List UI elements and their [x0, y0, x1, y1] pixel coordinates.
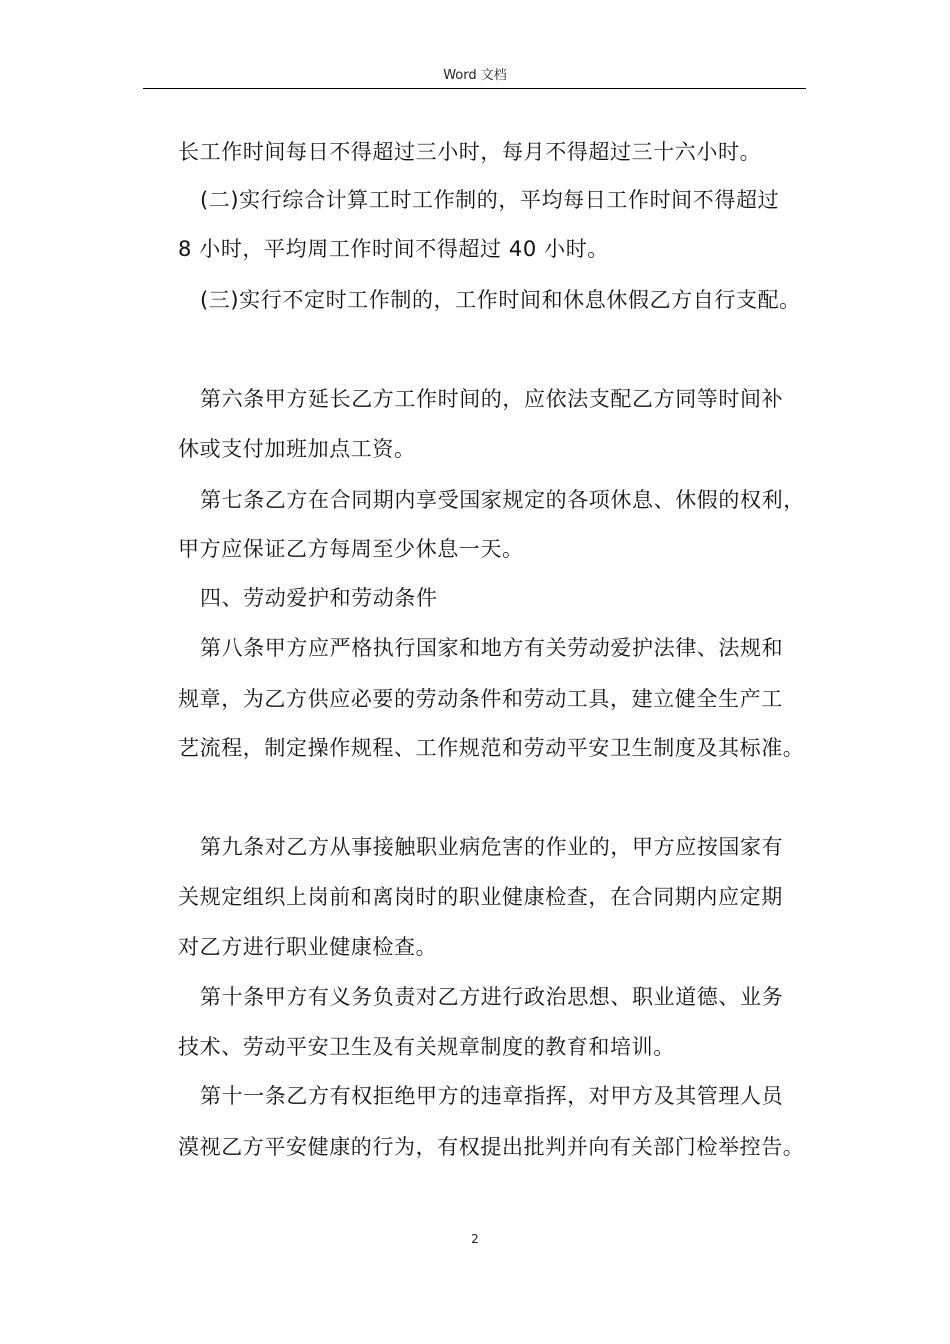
body-line: 第九条对乙方从事接触职业病危害的作业的，甲方应按国家有 [200, 835, 784, 859]
body-line: 技术、劳动平安卫生及有关规章制度的教育和培训。 [178, 1035, 675, 1059]
body-line: 第十条甲方有义务负责对乙方进行政治思想、职业道德、业务 [200, 985, 784, 1009]
body-line: 关规定组织上岗前和离岗时的职业健康检查，在合同期内应定期 [178, 885, 783, 909]
page-number: 2 [471, 1232, 479, 1246]
body-line: 甲方应保证乙方每周至少休息一天。 [178, 537, 524, 561]
body-line: 第十一条乙方有权拒绝甲方的违章指挥，对甲方及其管理人员 [200, 1084, 784, 1108]
body-line: 长工作时间每日不得超过三小时，每月不得超过三十六小时。 [178, 140, 762, 164]
body-line: (二)实行综合计算工时工作制的，平均每日工作时间不得超过 [200, 188, 780, 212]
body-line: 漠视乙方平安健康的行为，有权提出批判并向有关部门检举控告。 [178, 1135, 805, 1159]
body-line: 对乙方进行职业健康检查。 [178, 935, 438, 959]
header-divider [143, 88, 806, 89]
body-line: 规章，为乙方供应必要的劳动条件和劳动工具，建立健全生产工 [178, 687, 783, 711]
body-line: 第八条甲方应严格执行国家和地方有关劳动爱护法律、法规和 [200, 636, 784, 660]
body-line: 第六条甲方延长乙方工作时间的，应依法支配乙方同等时间补 [200, 387, 784, 411]
body-line: 休或支付加班加点工资。 [178, 437, 416, 461]
body-line: 第七条乙方在合同期内享受国家规定的各项休息、休假的权利， [200, 488, 805, 512]
body-line: 艺流程，制定操作规程、工作规范和劳动平安卫生制度及其标准。 [178, 736, 805, 760]
section-heading: 四、劳动爱护和劳动条件 [200, 586, 438, 610]
body-line: 8 小时，平均周工作时间不得超过 40 小时。 [178, 237, 609, 261]
body-line: (三)实行不定时工作制的，工作时间和休息休假乙方自行支配。 [200, 288, 801, 312]
header-title: Word 文档 [443, 68, 507, 83]
